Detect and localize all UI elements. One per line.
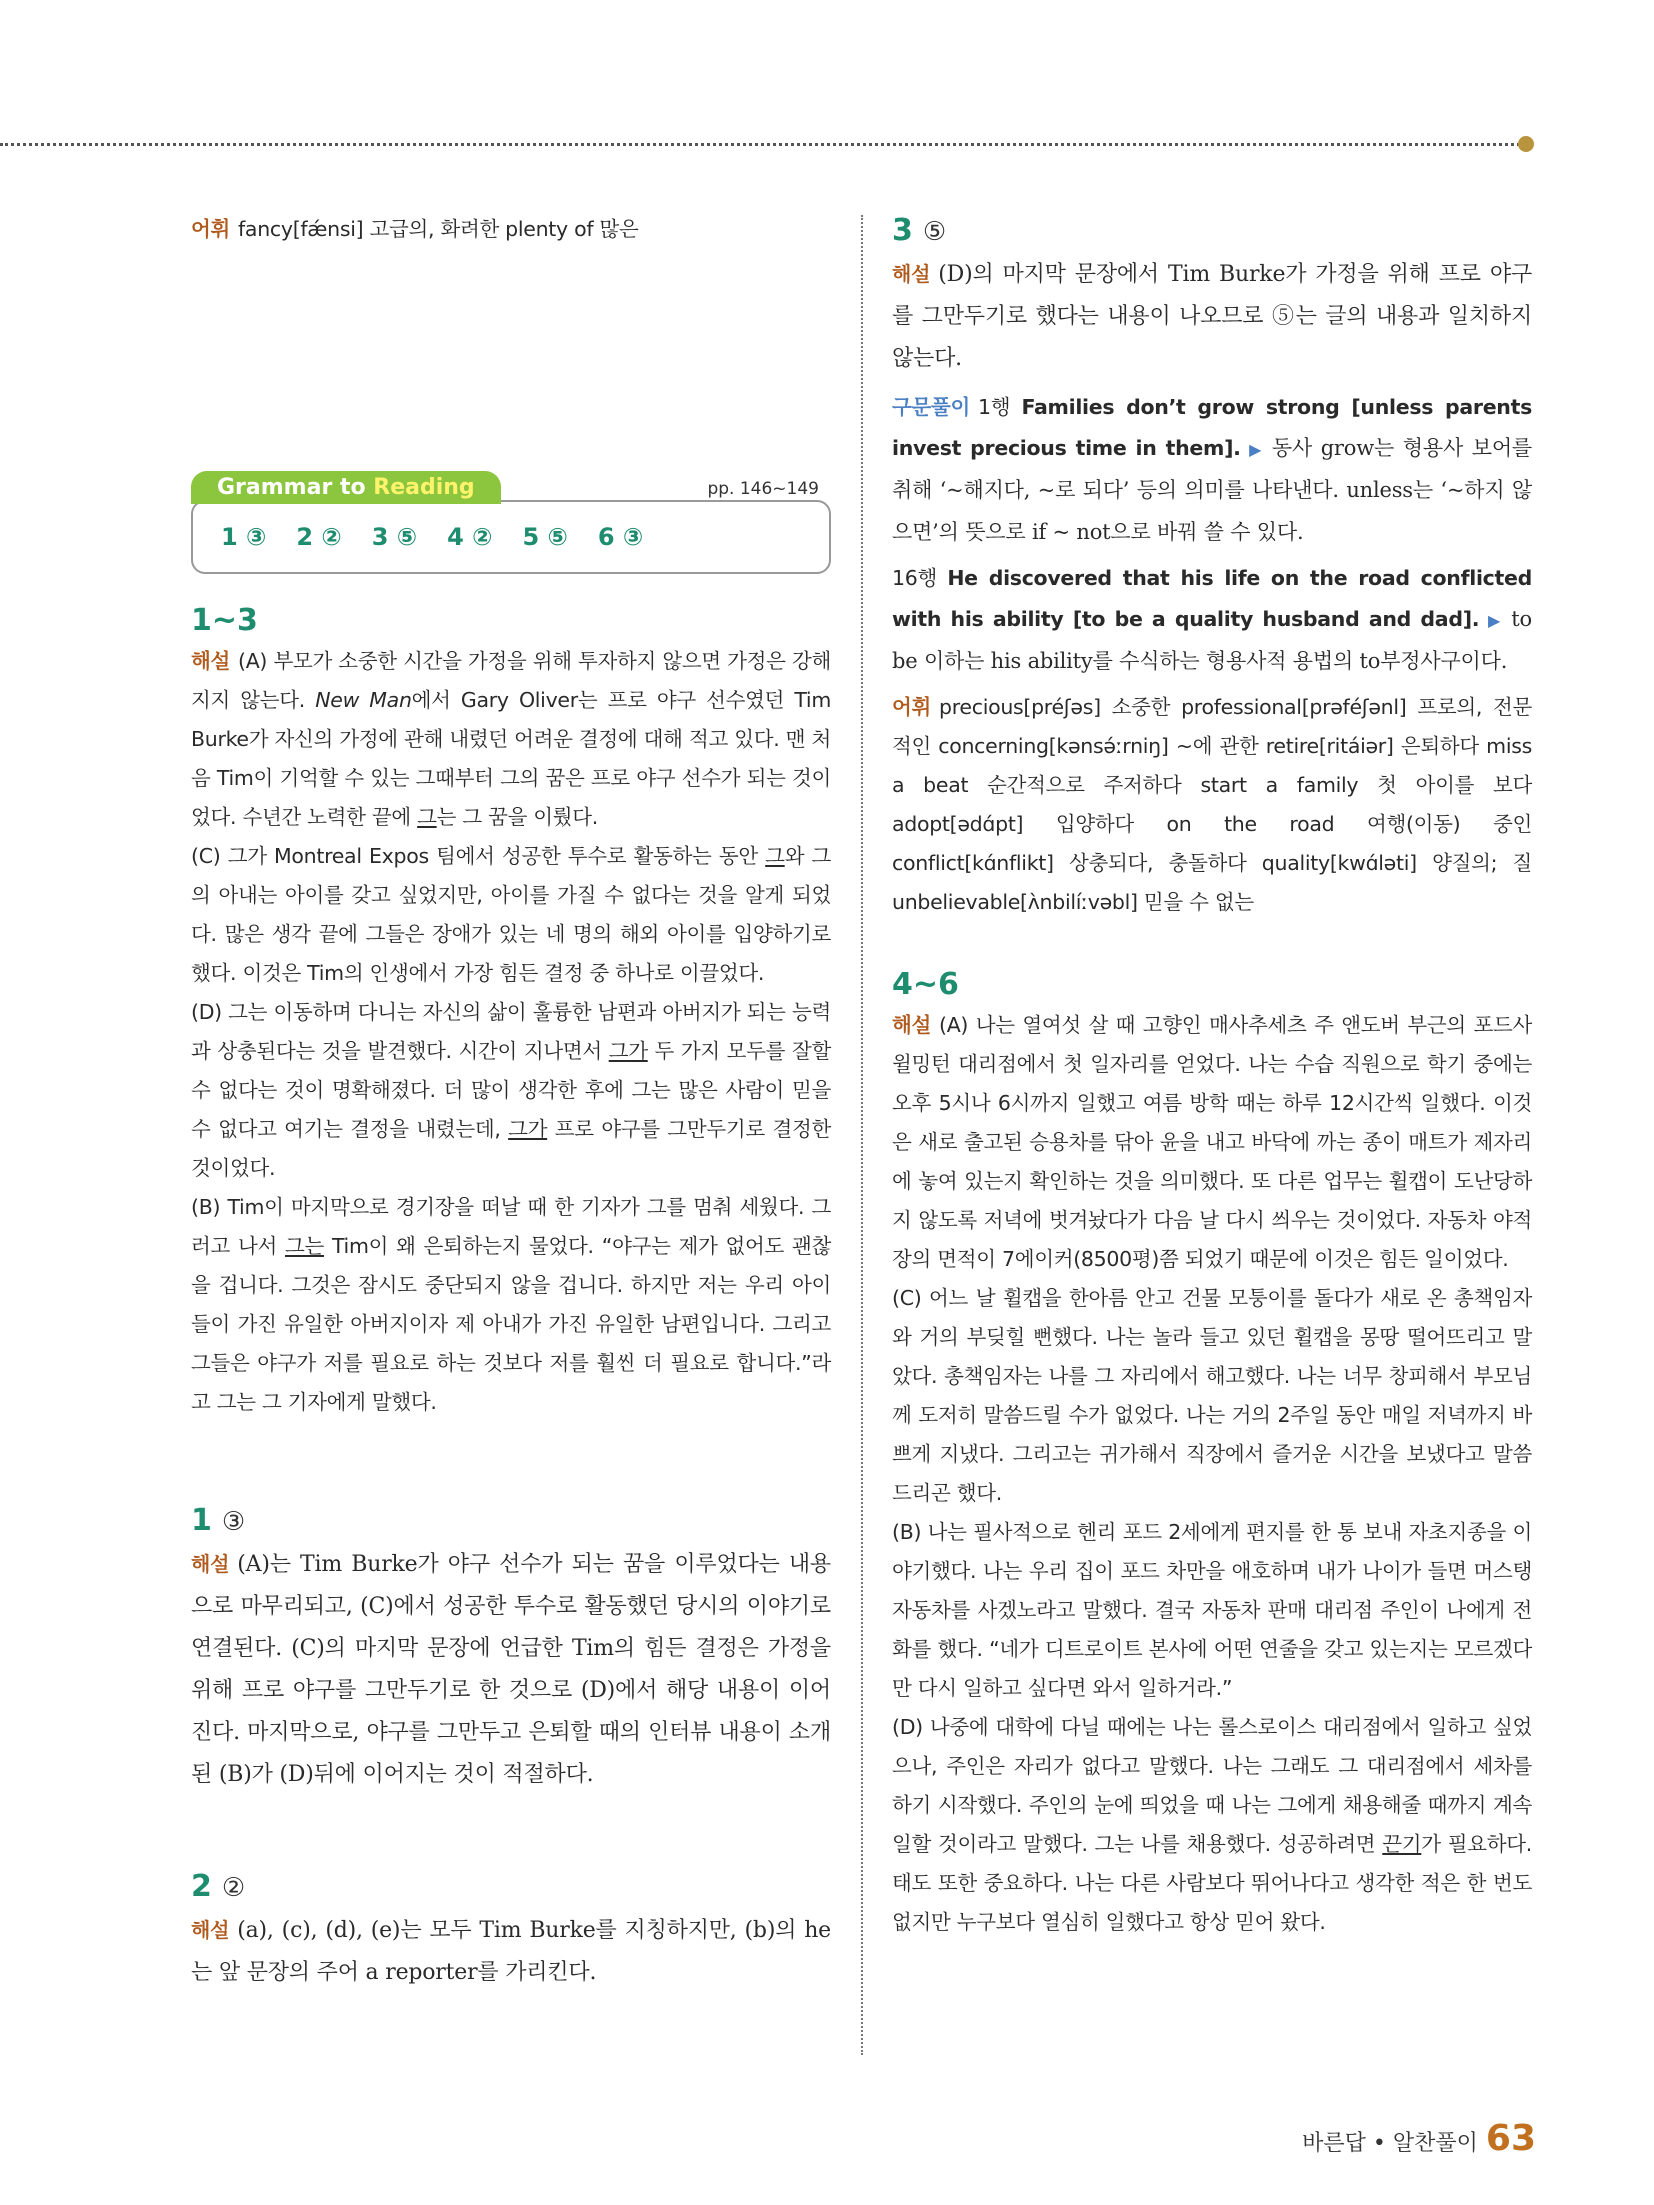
question-1-heading — [191, 1500, 831, 1543]
underlined-pronoun-b: 그 — [765, 844, 785, 868]
question-number: 2 — [191, 1869, 212, 1904]
translation-4-6-b: (B) 나는 필사적으로 헨리 포드 2세에게 편지를 한 통 보내 자초지종을 이야기했다. 나는 우리 집이 포드 차만을 애호하며 내가 나이가 들면 머스탱 자동차를 사겠노라고 말했다. 결국 자동차 판매 대리점 주인이 나에게 전화를 했다. “네가 디트로이트 본사에 어떤 연줄을 갖고 있는지는 모르겠다만 다시 일하고 싶다면 와서 일하거라.” — [892, 1520, 1532, 1700]
book-title: New Man — [315, 688, 412, 712]
line-ref: 1행 — [978, 395, 1011, 419]
answer-4: 4 ② — [447, 523, 493, 551]
right-column — [892, 210, 1532, 1942]
underlined-pronoun-e: 그는 — [284, 1234, 324, 1258]
translation-paragraph-b — [191, 1188, 831, 1422]
page-footer — [1302, 2118, 1536, 2159]
question-number: 3 — [892, 213, 913, 248]
page-number: 63 — [1485, 2118, 1536, 2159]
explain-label: 해설 — [892, 1013, 932, 1037]
answer-3: 3 ⑤ — [371, 523, 418, 551]
translation-paragraph-d — [191, 993, 831, 1188]
underlined-pronoun-d: 그가 — [508, 1117, 548, 1141]
vocab-text: precious[préʃəs] 소중한 professional[prəféʃənl] 프로의, 전문적인 concerning[kənsə́ːrniŋ] ~에 관한 retire[ritáiər] 은퇴하다 miss a beat 순간적으로 주저하다 start a family 첫 아이를 보다 adopt[ədɑ́pt] 입양하다 on the road 여행(이동) 중인 conflict[kɑ́nflikt] 상충되다, 충돌하다 quality[kwɑ́ləti] 양질의; 질 unbelievable[ʌ̀nbilíːvəbl] 믿을 수 없는 — [892, 695, 1532, 914]
syntax-note-1 — [892, 388, 1532, 553]
top-dotted-rule — [0, 143, 1525, 146]
text: 가 필요하다. 태도 또한 중요하다. 나는 다른 사람보다 뛰어나다고 생각한 적은 한 번도 없지만 누구보다 열심히 일했다고 항상 믿어 왔다. — [892, 1832, 1532, 1934]
text: 는 그 꿈을 이뤘다. — [436, 805, 599, 829]
underlined-pronoun-a: 그 — [417, 805, 437, 829]
question-answer: ⑤ — [922, 217, 947, 247]
text: 와 그의 아내는 아이를 갖고 싶었지만, 아이를 가질 수 없다는 것을 알게 되었다. 많은 생각 끝에 그들은 장애가 있는 네 명의 해외 아이를 입양하기로 했다. 이것은 Tim의 인생에서 가장 힘든 결정 중 하나로 이끌었다. — [191, 844, 831, 985]
text: 동사 grow는 형용사 보어를 취해 ‘~해지다, ~로 되다’ 등의 의미를 나타낸다. unless는 ‘~하지 않으면’의 뜻으로 if ~ not으로 바꿔 쓸 수 있다. — [892, 436, 1533, 544]
vocab-label: 어휘 — [191, 217, 231, 241]
grammar-to-reading-tab — [191, 471, 501, 504]
translation-paragraph-c — [191, 837, 831, 993]
explain-label: 해설 — [892, 262, 931, 286]
answer-6: 6 ③ — [597, 523, 644, 551]
question-answer: ② — [221, 1873, 246, 1903]
answer-2: 2 ② — [296, 523, 342, 551]
question-number: 1 — [191, 1503, 212, 1538]
vocab-label: 어휘 — [892, 695, 932, 719]
text: Tim이 왜 은퇴하는지 물었다. “야구는 제가 없어도 괜찮을 겁니다. 그것은 잠시도 중단되지 않을 겁니다. 하지만 저는 우리 아이들이 가진 유일한 아버지이자 제 아내가 가진 유일한 남편입니다. 그리고 그들은 야구가 저를 필요로 하는 것보다 저를 훨씬 더 필요로 합니다.”라고 그는 그 기자에게 말했다. — [191, 1234, 832, 1414]
text: 두 가지 모두를 잘할 수 없다는 것이 명확해졌다. 더 많이 생각한 후에 그는 많은 사람이 믿을 수 없다고 여기는 결정을 내렸는데, — [191, 1039, 831, 1141]
answer-key-box — [191, 500, 831, 574]
translation-4-6-a — [892, 1006, 1532, 1279]
tab-text-b: Reading — [373, 475, 475, 500]
explain-label: 해설 — [191, 1552, 230, 1576]
answer-5: 5 ⑤ — [522, 523, 568, 551]
triangle-arrow-icon: ▶ — [1249, 440, 1264, 459]
text: (A)는 Tim Burke가 야구 선수가 되는 꿈을 이루었다는 내용으로 마무리되고, (C)에서 성공한 투수로 활동했던 당시의 이야기로 연결된다. (C)의 마지막 문장에 언급한 Tim의 힘든 결정은 가정을 위해 프로 야구를 그만두기로 한 것으로 (D)에서 해당 내용이 이어진다. 마지막으로, 야구를 그만두고 은퇴할 때의 인터뷰 내용이 소개된 (B)가 (D)뒤에 이어지는 것이 적절하다. — [191, 1552, 831, 1787]
explain-label: 해설 — [191, 1918, 230, 1942]
translation-paragraph-a — [191, 642, 831, 837]
translation-4-6-c: (C) 어느 날 휠캡을 한아름 안고 건물 모퉁이를 돌다가 새로 온 총책임자와 거의 부딪힐 뻔했다. 나는 놀라 들고 있던 휠캡을 몽땅 떨어뜨리고 말았다. 총책임자는 나를 그 자리에서 해고했다. 나는 너무 창피해서 부모님께 도저히 말씀드릴 수가 없었다. 나는 거의 2주일 동안 매일 저녁까지 바쁘게 지냈다. 그리고는 귀가해서 직장에서 즐거운 시간을 보냈다고 말씀드리곤 했다. — [892, 1286, 1532, 1505]
text: (C) 그가 Montreal Expos 팀에서 성공한 투수로 활동하는 동안 — [191, 844, 766, 868]
explain-label: 해설 — [191, 649, 231, 673]
text: (B) Tim이 마지막으로 경기장을 떠날 때 한 기자가 그를 멈춰 세웠다. 그러고 나서 — [191, 1195, 831, 1258]
page-reference: pp. 146~149 — [707, 479, 819, 499]
underlined-pronoun-c: 그가 — [608, 1039, 648, 1063]
question-3-heading — [892, 210, 1532, 253]
text: (D)의 마지막 문장에서 Tim Burke가 가정을 위해 프로 야구를 그만두기로 했다는 내용이 나오므로 ⑤는 글의 내용과 일치하지 않는다. — [892, 262, 1532, 371]
answer-1: 1 ③ — [221, 523, 267, 551]
vocab-block-2 — [892, 688, 1532, 922]
vocab-block-1 — [191, 210, 831, 249]
vocab-text: fancy[fǽnsi] 고급의, 화려한 plenty of 많은 — [238, 217, 639, 241]
translation-4-6-d — [892, 1708, 1532, 1942]
section-heading-1-3: 1~3 — [191, 603, 258, 638]
text: (a), (c), (d), (e)는 모두 Tim Burke를 지칭하지만, (b)의 he는 앞 문장의 주어 a reporter를 가리킨다. — [191, 1918, 831, 1985]
grammar-to-reading-box — [191, 471, 831, 574]
text: (A) 나는 열여섯 살 때 고향인 매사추세츠 주 앤도버 부근의 포드사 윌밍턴 대리점에서 첫 일자리를 얻었다. 나는 수습 직원으로 학기 중에는 오후 5시나 6시까지 일했고 여름 방학 때는 하루 12시간씩 일했다. 이것은 새로 출고된 승용차를 닦아 윤을 내고 바닥에 까는 종이 매트가 제자리에 놓여 있는지 확인하는 것을 의미했다. 또 다른 업무는 휠캡이 도난당하지 않도록 저녁에 벗겨놨다가 다음 날 다시 씌우는 것이었다. 자동차 야적장의 면적이 7에이커(8500평)쯤 되었기 때문에 이것은 힘든 일이었다. — [892, 1013, 1532, 1271]
text: (A) 부모가 소중한 시간을 가정을 위해 투자하지 않으면 가정은 강해지지 않는다. — [191, 649, 831, 712]
english-sentence: Families don’t grow strong [unless parents invest precious time in them]. — [892, 395, 1532, 460]
syntax-label: 구문풀이 — [892, 395, 971, 419]
text: 에서 Gary Oliver는 프로 야구 선수였던 Tim Burke가 자신의 가정에 관해 내렸던 어려운 결정에 대해 적고 있다. 맨 처음 Tim이 기억할 수 있는 그때부터 그의 꿈은 프로 야구 선수가 되는 것이었다. 수년간 노력한 끝에 — [191, 688, 832, 829]
text: 프로 야구를 그만두기로 결정한 것이었다. — [191, 1117, 831, 1180]
line-ref: 16행 — [892, 566, 937, 590]
question-2-heading — [191, 1866, 831, 1909]
triangle-arrow-icon: ▶ — [1488, 611, 1503, 630]
top-rule-dot — [1518, 136, 1534, 152]
question-answer: ③ — [221, 1507, 246, 1537]
text: to be 이하는 his ability를 수식하는 형용사적 용법의 to부정사구이다. — [892, 607, 1532, 673]
syntax-note-2 — [892, 559, 1532, 682]
text: (D) 나중에 대학에 다닐 때에는 나는 롤스로이스 대리점에서 일하고 싶었으나, 주인은 자리가 없다고 말했다. 나는 그래도 그 대리점에서 세차를 하기 시작했다. 주인의 눈에 띄었을 때 나는 그에게 채용해줄 때까지 계속 일할 것이라고 말했다. 그는 나를 채용했다. 성공하려면 — [892, 1715, 1532, 1856]
question-2-explanation — [191, 1909, 831, 1994]
footer-text: 바른답 • 알찬풀이 — [1302, 2131, 1478, 2156]
english-sentence: He discovered that his life on the road conflicted with his ability [to be a quality husband and dad]. — [892, 566, 1533, 631]
underlined-word: 끈기 — [1382, 1832, 1422, 1856]
tab-text-a: Grammar to — [217, 475, 374, 500]
column-divider — [861, 215, 863, 2055]
left-column — [191, 210, 831, 1994]
section-heading-4-6: 4~6 — [892, 967, 959, 1002]
question-3-explanation — [892, 253, 1532, 380]
text: (D) 그는 이동하며 다니는 자신의 삶이 훌륭한 남편과 아버지가 되는 능력과 상충된다는 것을 발견했다. 시간이 지나면서 — [191, 1000, 831, 1063]
question-1-explanation — [191, 1543, 831, 1796]
